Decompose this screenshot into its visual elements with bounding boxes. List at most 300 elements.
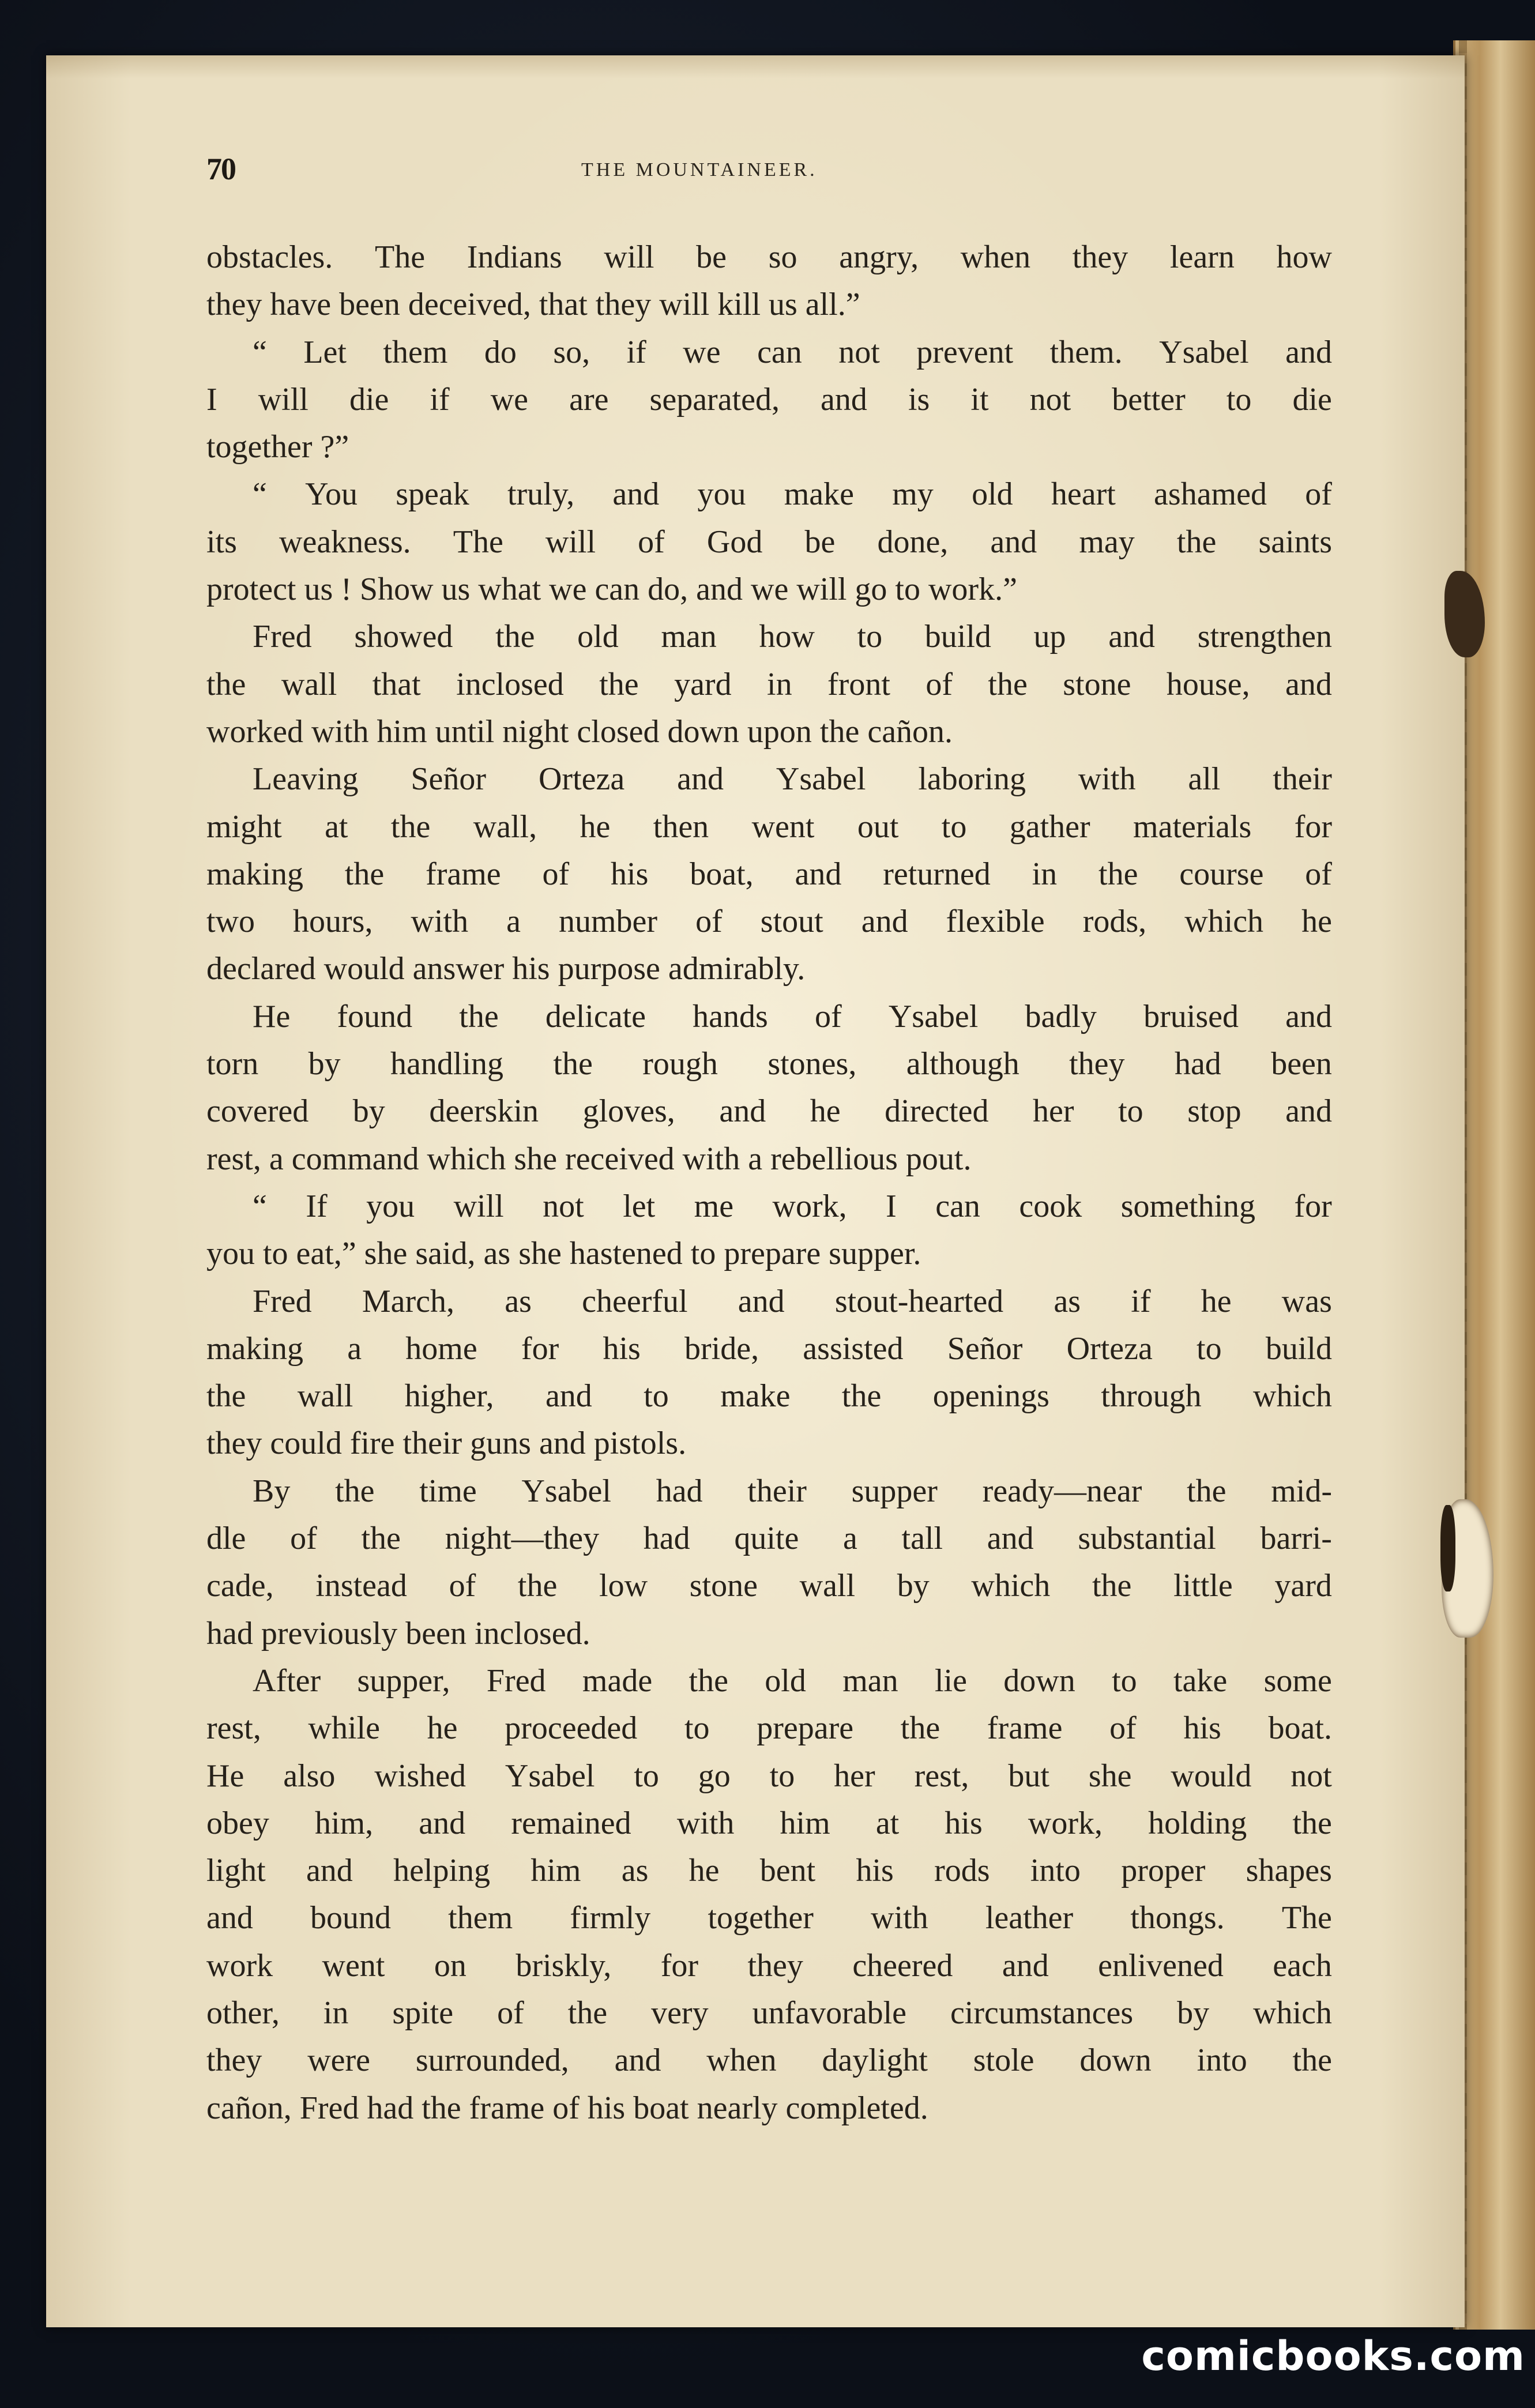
word: the: [517, 1568, 558, 1604]
word: the: [1098, 856, 1138, 892]
word: rough: [642, 1046, 718, 1082]
word: which: [1184, 904, 1264, 940]
word: helping: [393, 1853, 491, 1889]
text-line: [206, 1135, 1332, 1183]
word: be: [804, 524, 836, 560]
word: be: [696, 239, 727, 275]
word: him: [780, 1805, 830, 1841]
word: The: [374, 239, 426, 275]
word: By: [253, 1473, 291, 1509]
word: Indians: [466, 239, 562, 275]
word: he: [427, 1710, 458, 1747]
word: instead: [315, 1568, 407, 1604]
word: at: [325, 808, 348, 845]
word: stout-hearted: [834, 1283, 1004, 1319]
word: build: [924, 619, 991, 655]
word: with: [411, 904, 469, 940]
word: all: [1188, 761, 1221, 797]
word: work,: [772, 1188, 847, 1224]
text-line: [206, 1088, 1332, 1135]
word: and: [1285, 334, 1332, 370]
word: better: [1112, 381, 1186, 417]
word: covered: [206, 1093, 309, 1130]
word: openings: [932, 1378, 1049, 1414]
word: boat.: [1268, 1710, 1332, 1747]
word: Orteza: [1066, 1330, 1153, 1367]
word: how: [759, 619, 815, 655]
word: so,: [553, 334, 590, 370]
word: boat,: [690, 856, 754, 892]
word: the: [1092, 1568, 1132, 1604]
word: do: [484, 334, 517, 370]
word: Ysabel: [776, 761, 866, 797]
word: rest,: [914, 1758, 969, 1794]
text-line: [206, 755, 1332, 803]
word: He: [253, 998, 291, 1034]
word: the: [361, 1521, 401, 1557]
word: which: [971, 1568, 1051, 1604]
text-line: [206, 1230, 1332, 1277]
word: directed: [885, 1093, 989, 1130]
word: front: [827, 666, 890, 702]
word: his: [856, 1853, 894, 1889]
word: Ysabel: [505, 1758, 595, 1794]
word: went: [751, 808, 815, 845]
word: light: [206, 1853, 266, 1889]
word: for: [1294, 808, 1332, 845]
word: the: [1176, 524, 1217, 560]
word: work,: [1028, 1805, 1103, 1841]
text-line: [206, 1562, 1332, 1609]
word: bound: [310, 1900, 392, 1936]
text-line: [206, 613, 1332, 660]
word: very: [651, 1995, 709, 2031]
word: tall: [901, 1521, 943, 1557]
page-tear-shadow: [1440, 1505, 1455, 1591]
word: as: [621, 1853, 649, 1889]
word: not: [1291, 1758, 1332, 1794]
word: can: [935, 1188, 980, 1224]
word: we: [490, 381, 529, 417]
word: the: [459, 998, 499, 1034]
word: of: [815, 998, 842, 1034]
text-line: [206, 1278, 1332, 1325]
word: then: [653, 808, 709, 845]
word: rods,: [1082, 904, 1147, 940]
word: he: [689, 1853, 720, 1889]
word: they: [747, 1947, 803, 1984]
word: and: [1285, 998, 1332, 1034]
word: old: [972, 476, 1013, 513]
word: making: [206, 856, 303, 892]
word: higher,: [404, 1378, 494, 1414]
word: low: [599, 1568, 648, 1604]
text-line: [206, 234, 1332, 281]
word: at: [875, 1805, 900, 1841]
word: Señor: [947, 1330, 1023, 1367]
word: let: [623, 1188, 656, 1224]
word: their: [747, 1473, 807, 1509]
word: and: [1002, 1947, 1049, 1984]
word: they: [1069, 1046, 1125, 1082]
word: to: [644, 1378, 669, 1414]
word: learn: [1169, 239, 1235, 275]
word: Fred: [486, 1662, 546, 1699]
text-line-content: worked with him until night closed down upon the cañon.: [206, 713, 953, 750]
word: materials: [1133, 808, 1252, 845]
word: its: [206, 524, 237, 560]
word: and: [1285, 1093, 1332, 1130]
word: barri-: [1260, 1521, 1332, 1557]
word: bride,: [684, 1330, 759, 1367]
word: and: [614, 2042, 661, 2079]
word: to: [1226, 381, 1252, 417]
word: was: [1281, 1283, 1332, 1319]
text-line: [206, 518, 1332, 566]
word: die: [1292, 381, 1332, 417]
word: when: [706, 2042, 777, 2079]
word: for: [521, 1330, 559, 1367]
word: that: [372, 666, 421, 702]
word: gloves,: [582, 1093, 675, 1130]
word: they: [206, 2042, 262, 2079]
text-line: [206, 2085, 1332, 2132]
word: to: [634, 1758, 659, 1794]
word: and: [861, 904, 908, 940]
word: You: [305, 476, 358, 513]
word: supper: [851, 1473, 938, 1509]
word: the: [1187, 1473, 1227, 1509]
word: the: [841, 1378, 882, 1414]
word: them: [383, 334, 448, 370]
word: for: [1294, 1188, 1332, 1224]
text-line-content: declared would answer his purpose admirably.: [206, 951, 806, 987]
word: and: [821, 381, 867, 417]
text-line: [206, 1705, 1332, 1752]
page-header: [206, 151, 1337, 186]
word: to: [1197, 1330, 1222, 1367]
word: other,: [206, 1995, 280, 2031]
word: holding: [1148, 1805, 1247, 1841]
word: to: [769, 1758, 795, 1794]
word: briskly,: [516, 1947, 612, 1984]
word: the: [988, 666, 1028, 702]
word: truly,: [507, 476, 575, 513]
word: them: [448, 1900, 513, 1936]
watermark: comicbooks.com: [1141, 2332, 1525, 2380]
word: spite: [392, 1995, 454, 2031]
word: Leaving: [253, 761, 359, 797]
word: of: [695, 904, 723, 940]
word: old: [577, 619, 619, 655]
word: bent: [759, 1853, 816, 1889]
word: are: [569, 381, 609, 417]
word: of: [449, 1568, 476, 1604]
word: old: [765, 1662, 806, 1699]
text-line: [206, 945, 1332, 992]
word: house,: [1166, 666, 1250, 702]
word: stout: [760, 904, 823, 940]
word: by: [1177, 1995, 1210, 2031]
word: together: [708, 1900, 814, 1936]
word: of: [542, 856, 570, 892]
text-line: [206, 566, 1332, 613]
word: by: [352, 1093, 385, 1130]
word: each: [1273, 1947, 1332, 1984]
word: which: [1253, 1995, 1332, 2031]
word: been: [1271, 1046, 1332, 1082]
page-number: 70: [206, 152, 235, 186]
body-text: [206, 234, 1332, 2132]
text-line: [206, 898, 1332, 945]
word: lie: [934, 1662, 967, 1699]
word: a: [843, 1521, 857, 1557]
word: showed: [354, 619, 453, 655]
word: as: [1054, 1283, 1081, 1319]
text-line: [206, 708, 1332, 755]
word: some: [1263, 1662, 1332, 1699]
text-line: [206, 1800, 1332, 1847]
word: and: [306, 1853, 353, 1889]
word: done,: [877, 524, 949, 560]
word: work: [206, 1947, 273, 1984]
word: cheered: [852, 1947, 953, 1984]
word: time: [419, 1473, 477, 1509]
word: the: [1292, 2042, 1332, 2079]
text-line-content: together ?”: [206, 429, 349, 465]
text-line: [206, 376, 1332, 423]
word: man: [842, 1662, 898, 1699]
word: remained: [511, 1805, 631, 1841]
word: her: [1033, 1093, 1074, 1130]
word: stones,: [768, 1046, 857, 1082]
word: the: [567, 1995, 608, 2031]
word: he: [1301, 904, 1332, 940]
word: is: [908, 381, 930, 417]
word: make: [720, 1378, 791, 1414]
word: the: [689, 1662, 728, 1699]
word: Fred: [253, 1283, 312, 1319]
word: will: [604, 239, 654, 275]
word: Ysabel: [1159, 334, 1249, 370]
text-line: [206, 1894, 1332, 1942]
word: she: [1088, 1758, 1132, 1794]
text-line-content: cañon, Fred had the frame of his boat nearly completed.: [206, 2090, 928, 2126]
word: returned: [883, 856, 991, 892]
text-line: [206, 1468, 1332, 1515]
word: Fred: [253, 619, 312, 655]
word: I: [886, 1188, 897, 1224]
text-line: [206, 661, 1332, 708]
word: it: [970, 381, 989, 417]
word: badly: [1025, 998, 1097, 1034]
word: and: [738, 1283, 785, 1319]
word: of: [1305, 856, 1332, 892]
text-line: [206, 1183, 1332, 1230]
word: although: [906, 1046, 1019, 1082]
word: would: [1171, 1758, 1252, 1794]
word: little: [1173, 1568, 1233, 1604]
word: After: [253, 1662, 321, 1699]
word: will: [545, 524, 596, 560]
word: also: [283, 1758, 336, 1794]
word: firmly: [570, 1900, 651, 1936]
word: obey: [206, 1805, 269, 1841]
word: proceeded: [505, 1710, 638, 1747]
word: his: [1183, 1710, 1221, 1747]
word: me: [694, 1188, 734, 1224]
word: into: [1030, 1853, 1081, 1889]
word: so: [768, 239, 797, 275]
word: separated,: [649, 381, 780, 417]
text-line: [206, 993, 1332, 1040]
word: down: [1079, 2042, 1152, 2079]
word: Let: [303, 334, 347, 370]
word: the: [206, 1378, 246, 1414]
word: enlivened: [1098, 1947, 1224, 1984]
word: he: [1201, 1283, 1232, 1319]
word: surrounded,: [415, 2042, 569, 2079]
word: take: [1173, 1662, 1228, 1699]
word: go: [698, 1758, 731, 1794]
word: my: [892, 476, 934, 513]
text-line: [206, 2037, 1332, 2084]
word: wished: [374, 1758, 466, 1794]
text-line-content: had previously been inclosed.: [206, 1615, 590, 1651]
word: will: [258, 381, 308, 417]
word: leather: [985, 1900, 1074, 1936]
word: not: [1029, 381, 1071, 417]
word: his: [611, 856, 649, 892]
word: “: [253, 476, 267, 513]
word: might: [206, 808, 282, 845]
word: die: [349, 381, 389, 417]
word: proper: [1121, 1853, 1206, 1889]
word: we: [683, 334, 721, 370]
text-line-content: they could fire their guns and pistols.: [206, 1425, 687, 1462]
text-line: [206, 1515, 1332, 1562]
word: of: [497, 1995, 524, 2031]
word: him: [531, 1853, 581, 1889]
word: wall: [281, 666, 337, 702]
word: and: [1285, 666, 1332, 702]
word: not: [543, 1188, 584, 1224]
word: flexible: [946, 904, 1045, 940]
word: but: [1008, 1758, 1049, 1794]
word: not: [838, 334, 880, 370]
word: home: [405, 1330, 477, 1367]
text-line: [206, 1325, 1332, 1372]
word: can: [757, 334, 802, 370]
word: laboring: [918, 761, 1026, 797]
word: a: [347, 1330, 362, 1367]
word: in: [323, 1995, 349, 2031]
text-line: [206, 1989, 1332, 2037]
word: Orteza: [538, 761, 625, 797]
word: March,: [362, 1283, 455, 1319]
word: a: [506, 904, 521, 940]
word: gather: [1009, 808, 1090, 845]
word: while: [308, 1710, 380, 1747]
word: build: [1265, 1330, 1332, 1367]
word: prepare: [757, 1710, 854, 1747]
word: supper,: [357, 1662, 450, 1699]
word: and: [677, 761, 724, 797]
word: The: [453, 524, 503, 560]
word: were: [307, 2042, 371, 2079]
word: of: [1305, 476, 1332, 513]
word: and: [206, 1900, 253, 1936]
word: Ysabel: [521, 1473, 611, 1509]
word: the: [599, 666, 639, 702]
text-line: [206, 1040, 1332, 1088]
word: and: [419, 1805, 466, 1841]
word: down: [1003, 1662, 1075, 1699]
word: the: [344, 856, 385, 892]
word: hands: [693, 998, 768, 1034]
word: circumstances: [950, 1995, 1134, 2031]
word: went: [322, 1947, 385, 1984]
word: and: [545, 1378, 592, 1414]
word: cade,: [206, 1568, 274, 1604]
word: weakness.: [279, 524, 411, 560]
word: cheerful: [582, 1283, 688, 1319]
word: to: [857, 619, 883, 655]
word: angry,: [839, 239, 919, 275]
word: Ysabel: [888, 998, 979, 1034]
text-line: [206, 1420, 1332, 1467]
word: strengthen: [1197, 619, 1332, 655]
text-line: [206, 423, 1332, 471]
word: his: [945, 1805, 983, 1841]
word: to: [684, 1710, 710, 1747]
word: substantial: [1078, 1521, 1216, 1557]
word: shapes: [1246, 1853, 1332, 1889]
word: made: [582, 1662, 653, 1699]
word: deerskin: [429, 1093, 539, 1130]
word: if: [1131, 1283, 1151, 1319]
text-line: [206, 329, 1332, 376]
word: will: [453, 1188, 504, 1224]
word: night—they: [445, 1521, 600, 1557]
word: the: [495, 619, 535, 655]
word: and: [990, 524, 1037, 560]
word: him,: [315, 1805, 374, 1841]
word: he: [810, 1093, 841, 1130]
word: up: [1033, 619, 1066, 655]
word: the: [553, 1046, 593, 1082]
running-head: THE MOUNTAINEER.: [581, 159, 818, 180]
word: had: [1174, 1046, 1221, 1082]
word: found: [337, 998, 413, 1034]
word: by: [308, 1046, 341, 1082]
word: and: [1108, 619, 1156, 655]
word: of: [925, 666, 953, 702]
word: for: [660, 1947, 698, 1984]
word: delicate: [545, 998, 646, 1034]
word: with: [1078, 761, 1136, 797]
word: bruised: [1143, 998, 1239, 1034]
text-line: [206, 803, 1332, 851]
word: and: [612, 476, 660, 513]
word: frame: [426, 856, 501, 892]
word: when: [960, 239, 1031, 275]
word: wall,: [473, 808, 537, 845]
word: saints: [1258, 524, 1332, 560]
word: of: [638, 524, 665, 560]
word: dle: [206, 1521, 246, 1557]
word: to: [1112, 1662, 1137, 1699]
